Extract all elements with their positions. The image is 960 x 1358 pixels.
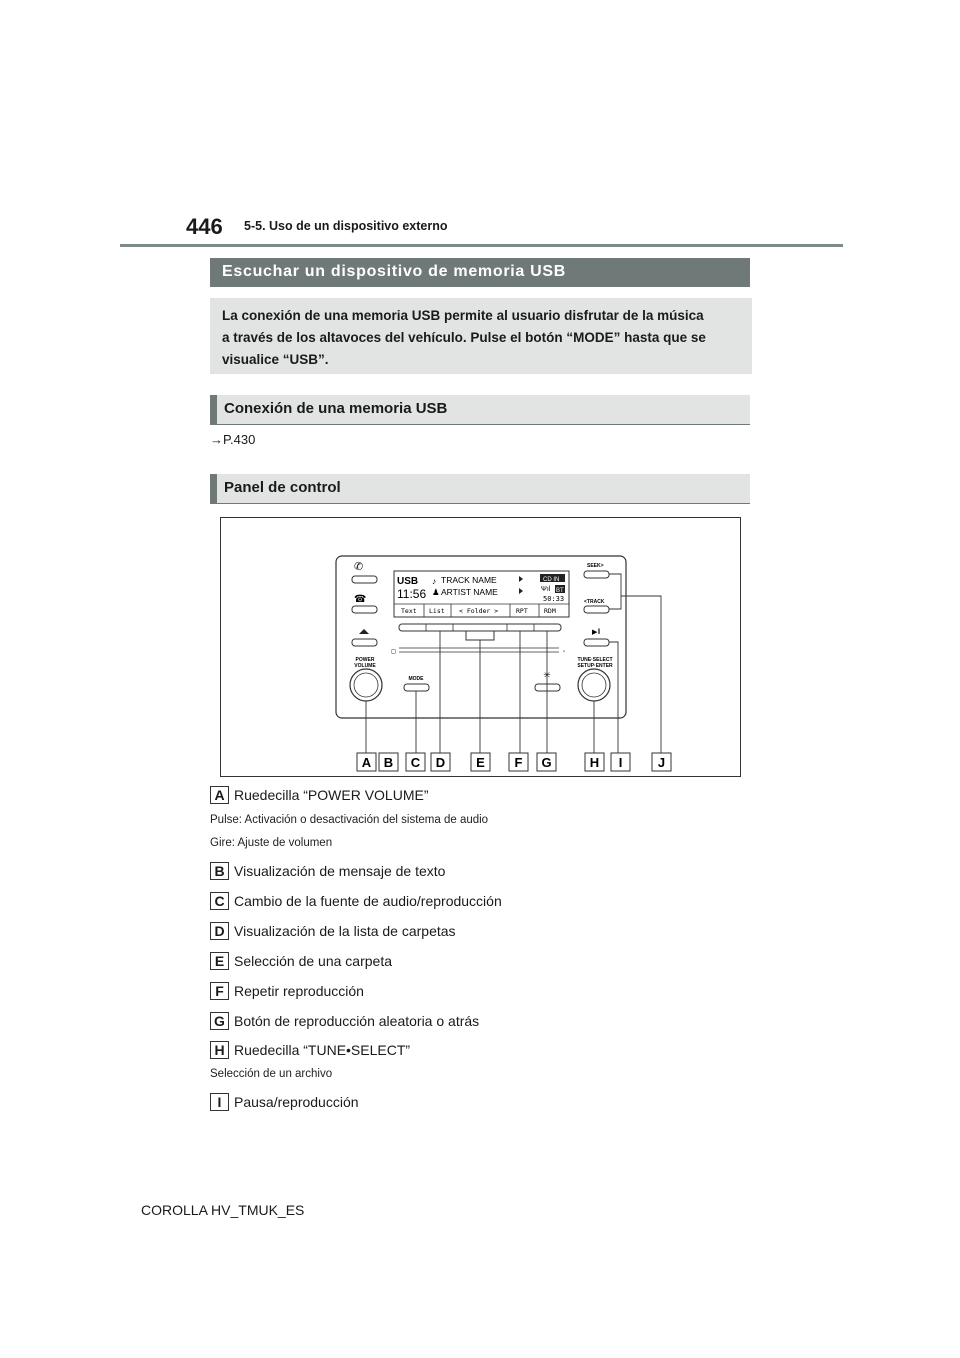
legend-item-a [210,786,429,804]
callout-label: A [361,755,372,770]
intro-line: La conexión de una memoria USB permite al usuario disfrutar de la música [222,308,704,323]
page-reference [210,432,255,447]
setup-enter-label: SETUP·ENTER [577,663,613,669]
callout-g [537,753,556,771]
power-volume-label-2: VOLUME [354,663,376,669]
legend-text: Repetir reproducción [234,983,364,999]
folder-button [466,631,494,640]
display-elapsed: 50:33 [543,595,565,603]
cd-in-label: CD IN [543,577,560,583]
legend-item-e [210,952,392,970]
legend-badge: C [210,892,229,910]
softkey-text: Text [401,607,417,615]
legend-item-h [210,1041,410,1059]
callout-f [509,753,528,771]
hang-up-icon: ☎ [354,594,367,605]
legend-item-d [210,922,456,940]
display-artist: ARTIST NAME [441,587,498,597]
track-button [584,606,609,613]
display-source: USB [397,576,419,587]
header-divider [120,244,843,247]
callout-d [431,753,450,771]
legend-text: Visualización de mensaje de texto [234,863,446,879]
main-heading: Escuchar un dispositivo de memoria USB [210,258,750,287]
legend-text: Ruedecilla “TUNE•SELECT” [234,1042,411,1058]
play-pause-icon: ▶‖ [592,629,601,636]
callout-h [585,753,604,771]
bt-label: BT [556,588,564,594]
callout-label: J [657,755,666,770]
callout-label: H [589,755,600,770]
callout-a [357,753,376,771]
legend-text: Pausa/reproducción [234,1094,359,1110]
intro-line: visualice “USB”. [222,352,329,367]
section-title: 5-5. Uso de un dispositivo externo [244,219,448,233]
callout-c [406,753,425,771]
legend-item-c [210,892,502,910]
callout-j [652,753,671,771]
callout-label: F [514,755,523,770]
phone-icon: ✆ [354,561,364,573]
display-track: TRACK NAME [441,575,497,585]
legend-text: Cambio de la fuente de audio/reproducción [234,893,502,909]
legend-badge: F [210,982,229,1000]
seek-label: SEEK> [587,563,604,569]
softkey-folder: < Folder > [459,607,499,615]
legend-badge: H [210,1041,229,1059]
intro-box [210,298,752,374]
eject-button [352,639,377,646]
signal-icon: Ψıl [541,586,551,593]
legend-badge: G [210,1012,229,1030]
slot-left-icon: ◻ [391,649,396,655]
callout-label: G [541,755,552,770]
power-volume-knob [350,669,382,701]
legend-text: Ruedecilla “POWER VOLUME” [234,787,429,803]
legend-text: Botón de reproducción aleatoria o atrás [234,1013,480,1029]
intro-line: a través de los altavoces del vehículo. Pulse el botón “MODE” hasta que se [222,330,706,345]
callout-label: C [410,755,421,770]
legend-note: Pulse: Activación o desactivación del sistema de audio [210,814,489,826]
callout-label: B [383,755,394,770]
callout-i [611,753,630,771]
legend-item-i [210,1093,359,1111]
hang-up-button [352,606,377,613]
legend-note: Gire: Ajuste de volumen [210,837,333,849]
legend-text: Visualización de la lista de carpetas [234,923,456,939]
page-number: 446 [186,214,223,239]
legend-badge: E [210,952,229,970]
legend-text: Selección de una carpeta [234,953,392,969]
legend-item-b [210,862,445,880]
callout-label: D [435,755,446,770]
audio-unit-diagram [221,518,742,778]
person-icon: ♟ [432,587,440,597]
callout-b [379,753,398,771]
softkey-list: List [429,607,445,615]
softkey-button-strip [399,624,561,631]
legend-badge: I [210,1093,229,1111]
legend-item-f [210,982,364,1000]
mode-label: MODE [408,676,424,682]
phone-button [352,576,377,583]
legend-item-g [210,1012,479,1030]
footer-model-code: COROLLA HV_TMUK_ES [141,1202,305,1218]
callout-e [471,753,490,771]
settings-icon: ✳ [543,670,551,680]
legend-note: Selección de un archivo [210,1068,333,1080]
settings-button [535,684,560,691]
softkey-rpt: RPT [516,607,528,615]
softkey-rdm: RDM [544,607,556,615]
control-panel-illustration [220,517,741,777]
power-volume-label: POWER [355,657,375,663]
mode-button [404,684,429,691]
music-note-icon: ♪ [432,576,437,586]
tune-select-label: TUNE·SELECT [577,657,613,663]
control-panel-heading: Panel de control [210,474,750,504]
legend-badge: D [210,922,229,940]
seek-button [584,571,609,578]
callout-label: E [476,755,485,770]
reference-page-link[interactable]: P.430 [223,432,256,447]
tune-select-knob [578,669,610,701]
callout-label: I [618,755,623,770]
arrow-right-icon: → [210,432,223,447]
track-label: <TRACK [584,599,605,605]
play-pause-button [584,639,609,646]
slot-right-icon: ▫ [563,649,566,655]
display-clock: 11:56 [397,587,427,601]
legend-badge: B [210,862,229,880]
connection-heading: Conexión de una memoria USB [210,395,750,425]
legend-badge: A [210,786,229,804]
